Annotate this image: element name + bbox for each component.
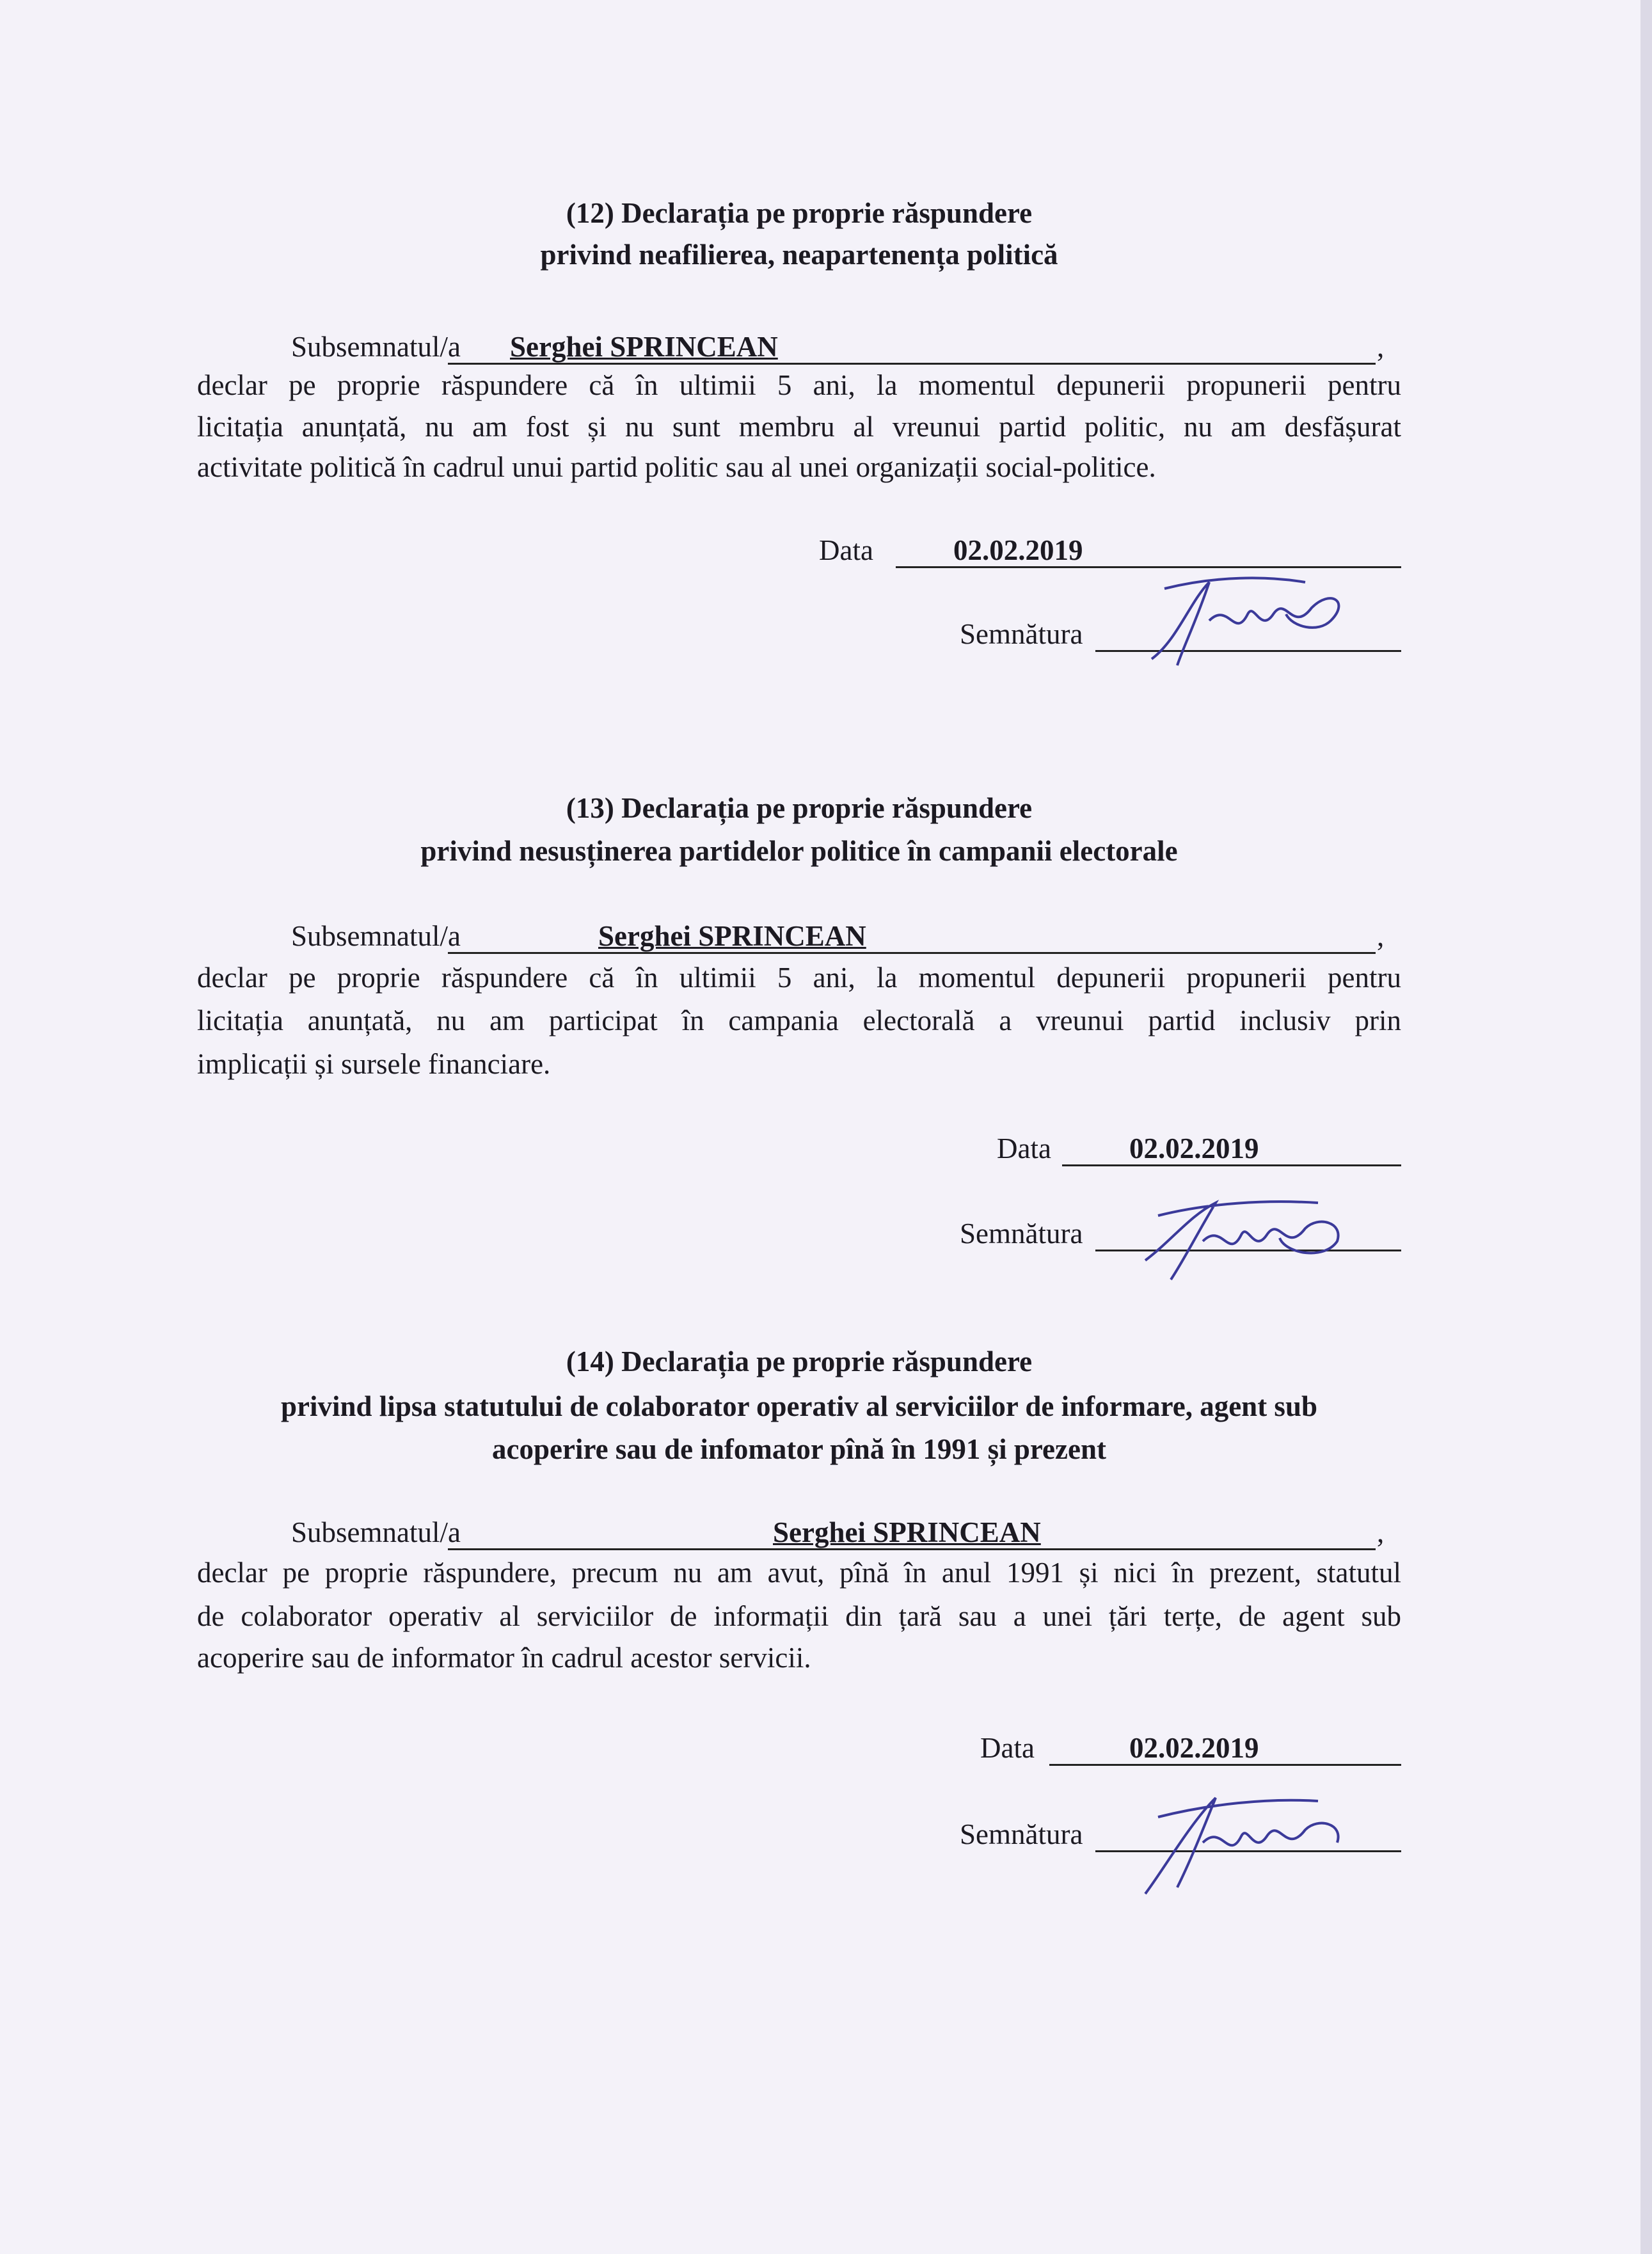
body-line: declar pe proprie răspundere că în ultimii 5 ani, la momentul depunerii propunerii pentru [197,369,1401,401]
heading-line: (13) Declarația pe proprie răspundere [566,792,1033,824]
heading-line: acoperire sau de infomator pînă în 1991 și prezent [492,1433,1106,1465]
declarant-name: Serghei SPRINCEAN [510,331,778,363]
handwritten-signature [1126,1772,1369,1900]
body-line: acoperire sau de informator în cadrul acestor servicii. [197,1642,811,1674]
date-value: 02.02.2019 [1129,1732,1259,1764]
handwritten-signature [1139,563,1369,678]
heading-line: (12) Declarația pe proprie răspundere [566,197,1033,229]
body-line: licitația anunțată, nu am participat în campania electorală a vreunui partid inclusiv prin [197,1004,1401,1036]
date-value: 02.02.2019 [953,534,1083,566]
subject-label: Subsemnatul/a [291,331,461,363]
heading-line: privind neafilierea, neapartenența politică [540,239,1058,271]
heading-line: privind lipsa statutului de colaborator operativ al serviciilor de informare, agent sub [281,1390,1317,1422]
body-line: activitate politică în cadrul unui partid politic sau al unei organizații social-politice. [197,451,1156,483]
date-value: 02.02.2019 [1129,1132,1259,1164]
body-line: licitația anunțată, nu am fost și nu sunt membru al vreunui partid politic, nu am desfășurat [197,411,1401,443]
scan-edge [1640,0,1652,2254]
handwritten-signature [1126,1177,1369,1292]
declarant-name: Serghei SPRINCEAN [598,920,866,952]
signature-label: Semnătura [960,1818,1083,1850]
comma: , [1377,920,1385,952]
heading-line: privind nesusținerea partidelor politice în campanii electorale [420,835,1178,867]
body-line: declar pe proprie răspundere, precum nu am avut, pînă în anul 1991 și nici în prezent, statutul [197,1557,1401,1589]
date-label: Data [997,1132,1051,1164]
signature-label: Semnătura [960,618,1083,650]
heading-line: (14) Declarația pe proprie răspundere [566,1345,1033,1377]
comma: , [1377,331,1385,363]
name-underline [448,952,1376,954]
body-line: de colaborator operativ al serviciilor de informații din țară sau a unei țări terțe, de agent sub [197,1600,1401,1632]
date-label: Data [980,1732,1035,1764]
body-line: declar pe proprie răspundere că în ultimii 5 ani, la momentul depunerii propunerii pentru [197,962,1401,994]
body-line: implicații și sursele financiare. [197,1048,551,1080]
declarant-name: Serghei SPRINCEAN [773,1516,1041,1548]
comma: , [1377,1516,1385,1548]
subject-label: Subsemnatul/a [291,1516,461,1548]
date-label: Data [819,534,873,566]
signature-label: Semnătura [960,1218,1083,1250]
subject-label: Subsemnatul/a [291,920,461,952]
